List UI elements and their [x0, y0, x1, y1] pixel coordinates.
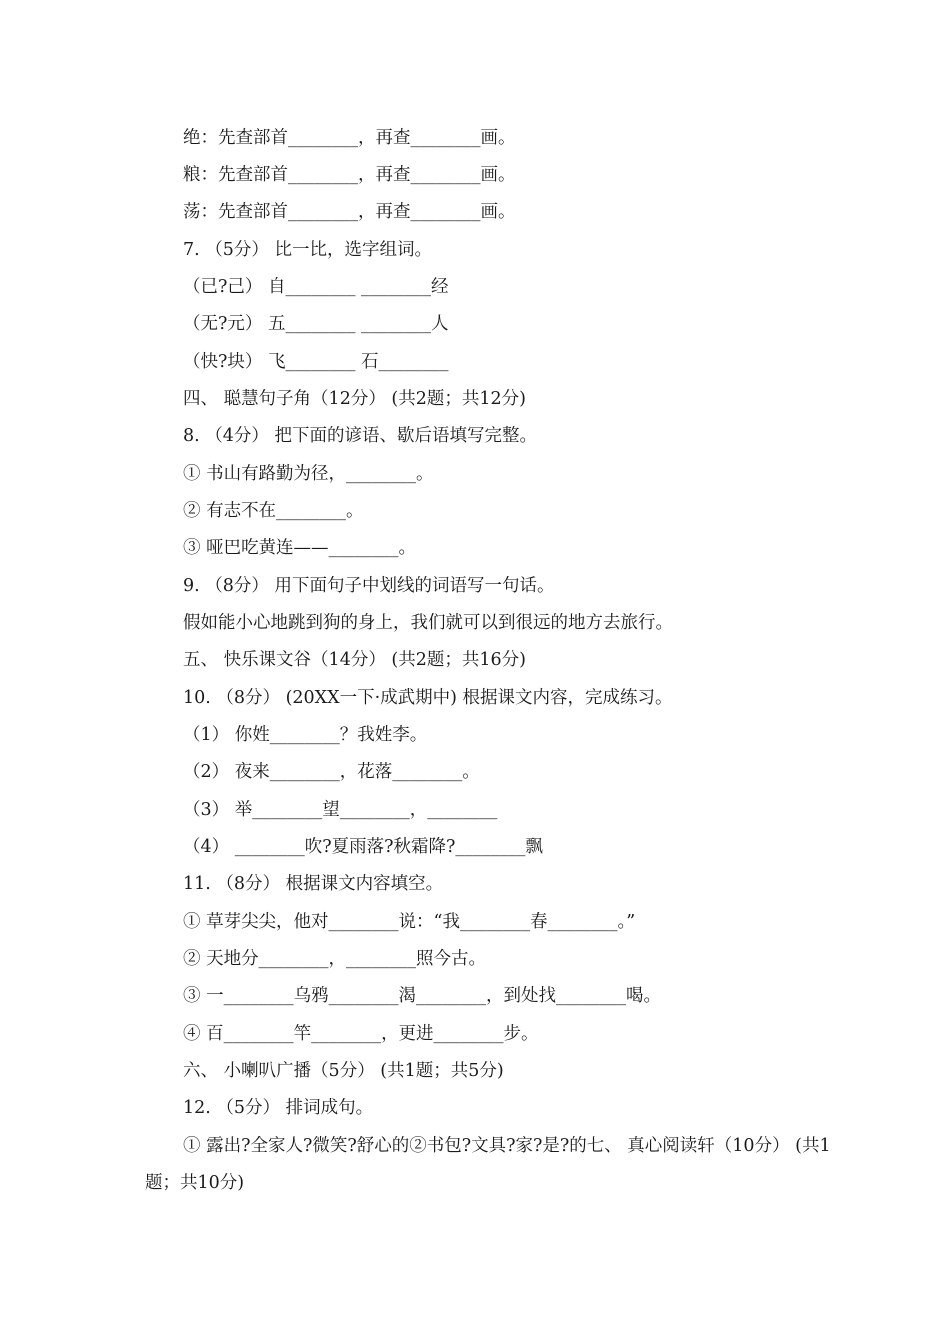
text-line: ① 草芽尖尖，他对________说：“我________春________。” — [183, 912, 636, 932]
text-line: ① 书山有路勤为径，________。 — [183, 464, 434, 484]
question-heading: 11. （8分） 根据课文内容填空。 — [183, 874, 444, 894]
text-line: ④ 百________竿________，更进________步。 — [183, 1024, 539, 1044]
text-line: ② 有志不在________。 — [183, 501, 364, 521]
question-heading: 7. （5分） 比一比，选字组词。 — [183, 240, 432, 260]
text-line: 粮：先查部首________，再查________画。 — [183, 165, 516, 185]
text-line: ② 天地分________，________照今古。 — [183, 949, 487, 969]
section-heading: 五、 快乐课文谷（14分） (共2题；共16分) — [183, 650, 526, 670]
text-line: （无?元） 五________ ________人 — [183, 314, 449, 334]
text-line: （2） 夜来________，花落________。 — [183, 762, 480, 782]
text-line: （4） ________吹?夏雨落?秋霜降?________飘 — [183, 837, 543, 857]
text-line: （快?块） 飞________ 石________ — [183, 352, 449, 372]
text-line: （已?己） 自________ ________经 — [183, 277, 449, 297]
question-heading: 9. （8分） 用下面句子中划线的词语写一句话。 — [183, 576, 555, 596]
section-heading: 四、 聪慧句子角（12分） (共2题；共12分) — [183, 389, 526, 409]
question-heading: 12. （5分） 排词成句。 — [183, 1098, 374, 1118]
paragraph: ① 露出?全家人?微笑?舒心的②书包?文具?家?是?的七、 真心阅读轩（10分） (共1题；共10分) — [145, 1136, 831, 1193]
text-line: （1） 你姓________？我姓李。 — [183, 725, 428, 745]
section-heading: 六、 小喇叭广播（5分） (共1题；共5分) — [183, 1061, 504, 1081]
text-line: ③ 哑巴吃黄连——________。 — [183, 538, 417, 558]
text-line: 假如能小心地跳到狗的身上，我们就可以到很远的地方去旅行。 — [183, 613, 673, 633]
text-line: （3） 举________望________，________ — [183, 800, 498, 820]
text-line: ③ 一________乌鸦________渴________，到处找________喝。 — [183, 986, 662, 1006]
text-line: 绝：先查部首________，再查________画。 — [183, 128, 516, 148]
question-heading: 8. （4分） 把下面的谚语、歇后语填写完整。 — [183, 426, 537, 446]
text-line: 荡：先查部首________，再查________画。 — [183, 202, 516, 222]
question-heading: 10. （8分） (20XX一下·成武期中) 根据课文内容，完成练习。 — [183, 688, 673, 708]
